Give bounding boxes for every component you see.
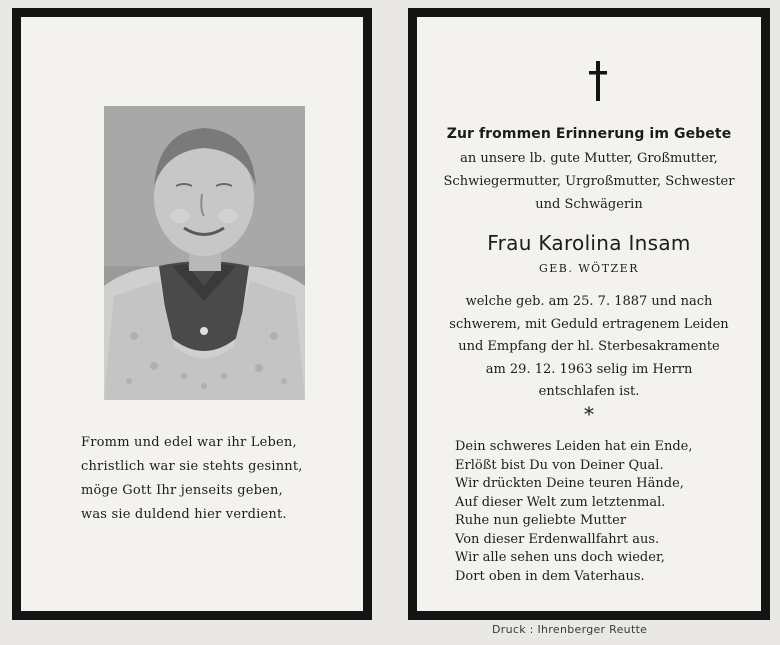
body-line: und Empfang der hl. Sterbesakramente: [458, 339, 720, 354]
left-poem-line: was sie duldend hier verdient.: [81, 507, 287, 522]
right-poem-line: Dein schweres Leiden hat ein Ende,: [455, 439, 693, 454]
right-poem-line: Erlößt bist Du von Deiner Qual.: [455, 457, 664, 473]
left-poem-line: möge Gott Ihr jenseits geben,: [81, 483, 283, 498]
body-line: am 29. 12. 1963 selig im Herrn: [485, 361, 693, 377]
cross-icon: [588, 61, 608, 101]
maiden-name: GEB. WÖTZER: [538, 262, 639, 275]
right-poem-line: Wir alle sehen uns doch wieder,: [455, 550, 665, 565]
left-poem-line: christlich war sie stehts gesinnt,: [81, 459, 303, 474]
body-line: welche geb. am 25. 7. 1887 und nach: [465, 294, 713, 309]
intro-line: an unsere lb. gute Mutter, Großmutter,: [460, 151, 718, 166]
right-poem-line: Dort oben in dem Vaterhaus.: [455, 568, 645, 584]
left-poem-line: Fromm und edel war ihr Leben,: [81, 435, 297, 450]
intro-line: und Schwägerin: [535, 197, 643, 212]
deceased-name: Frau Karolina Insam: [487, 231, 691, 255]
portrait-image: [104, 106, 305, 400]
body-line: entschlafen ist.: [538, 384, 640, 399]
intro-line: Schwiegermutter, Urgroßmutter, Schwester: [443, 174, 735, 189]
intro-text: [417, 147, 761, 216]
printer-credit: Druck : Ihrenberger Reutte: [492, 623, 648, 636]
body-text: [417, 291, 761, 404]
portrait-photo: [104, 106, 305, 400]
right-poem-line: Wir drückten Deine teuren Hände,: [455, 476, 684, 491]
right-card: [408, 8, 770, 620]
right-poem-line: Ruhe nun geliebte Mutter: [455, 513, 627, 528]
right-poem-line: Auf dieser Welt zum letztenmal.: [455, 494, 666, 510]
body-line: schwerem, mit Geduld ertragenem Leiden: [449, 316, 729, 332]
headline: Zur frommen Erinnerung im Gebete: [446, 126, 732, 142]
star-separator: *: [584, 402, 594, 426]
left-poem: [81, 431, 341, 527]
left-card: [12, 8, 372, 620]
right-poem-line: Von dieser Erdenwallfahrt aus.: [455, 531, 660, 547]
right-poem: [455, 438, 755, 586]
